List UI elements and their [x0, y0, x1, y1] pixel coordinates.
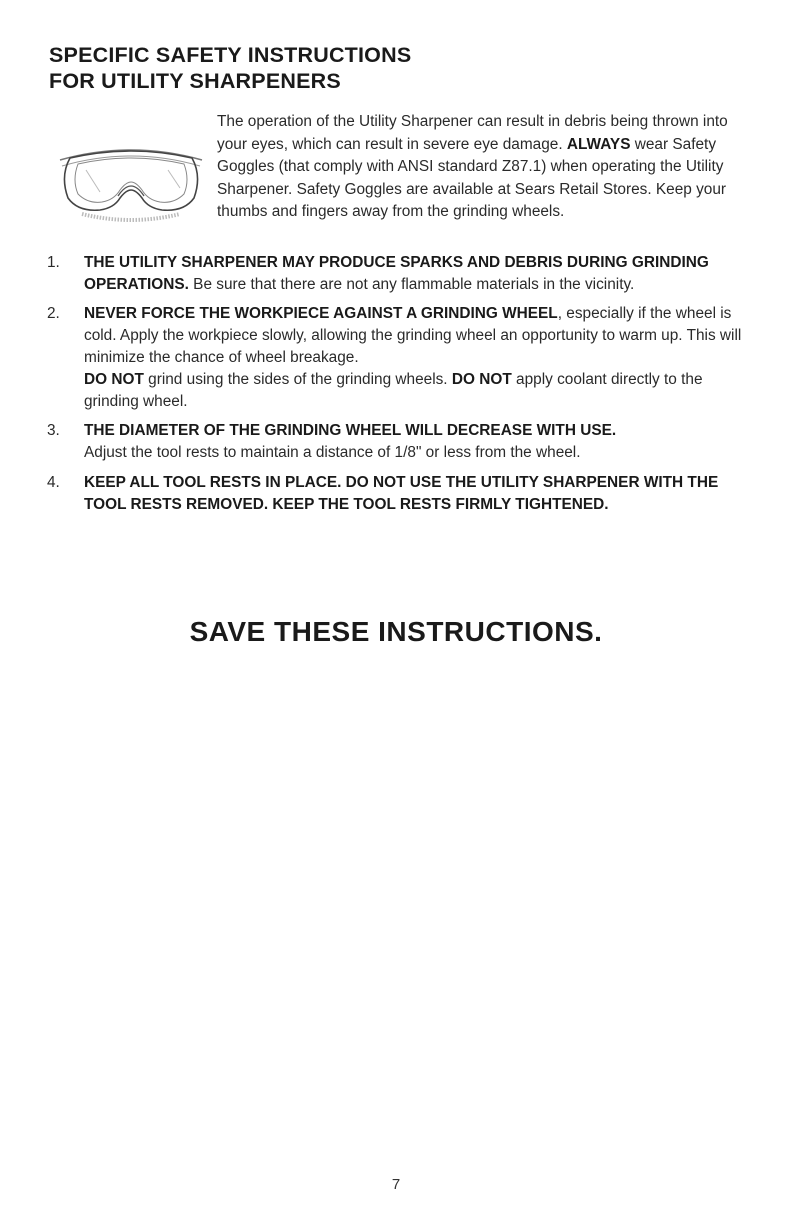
item-number: 1. [47, 254, 60, 271]
title-line-1: SPECIFIC SAFETY INSTRUCTIONS [49, 43, 412, 67]
goggles-warning-text [217, 111, 737, 224]
item-text: apply coolant directly to the grinding wheel. [84, 371, 703, 410]
page-title [49, 42, 411, 94]
item-number: 3. [47, 422, 60, 439]
item-text: Adjust the tool rests to maintain a distance of 1/8" or less from the wheel. [84, 444, 581, 461]
item-text: Be sure that there are not any flammable materials in the vicinity. [188, 276, 635, 293]
always-emphasis: ALWAYS [566, 135, 631, 153]
item-text: , especially if the wheel is cold. Apply the workpiece slowly, allowing the grinding wheel an opportunity to warm up. This will minimize the chance of wheel breakage. [84, 305, 742, 366]
intro-text-b: wear Safety Goggles (that comply with ANSI standard Z87.1) when operating the Utility Sharpener. Safety Goggles are available at Sears Retail Stores. Keep your thumbs and fingers away from the grinding wheels. [217, 135, 727, 220]
title-line-2: FOR UTILITY SHARPENERS [49, 69, 341, 93]
intro-text-a: The operation of the Utility Sharpener can result in debris being thrown into your eyes, which can result in severe eye damage. [217, 113, 728, 153]
item-text: grind using the sides of the grinding wheels. [143, 371, 452, 388]
list-item [47, 303, 747, 413]
safety-goggles-icon [56, 136, 206, 226]
safety-instructions-list [47, 252, 747, 516]
item-number: 2. [47, 305, 60, 322]
item-heading: THE DIAMETER OF THE GRINDING WHEEL WILL DECREASE WITH USE. [84, 422, 617, 439]
item-number: 4. [47, 474, 60, 491]
item-heading: THE UTILITY SHARPENER MAY PRODUCE SPARKS AND DEBRIS DURING GRINDING OPERATIONS. [84, 254, 709, 293]
page-number: 7 [391, 1176, 401, 1193]
list-item [47, 252, 747, 296]
item-heading: NEVER FORCE THE WORKPIECE AGAINST A GRINDING WHEEL [84, 305, 558, 322]
list-item [47, 472, 747, 516]
item-heading: KEEP ALL TOOL RESTS IN PLACE. DO NOT USE THE UTILITY SHARPENER WITH THE TOOL RESTS REMOVED. KEEP THE TOOL RESTS FIRMLY TIGHTENED. [84, 474, 719, 513]
save-instructions-heading: SAVE THESE INSTRUCTIONS. [189, 616, 603, 647]
do-not-emphasis: DO NOT [84, 371, 144, 388]
list-item [47, 420, 747, 464]
do-not-emphasis: DO NOT [451, 371, 512, 388]
